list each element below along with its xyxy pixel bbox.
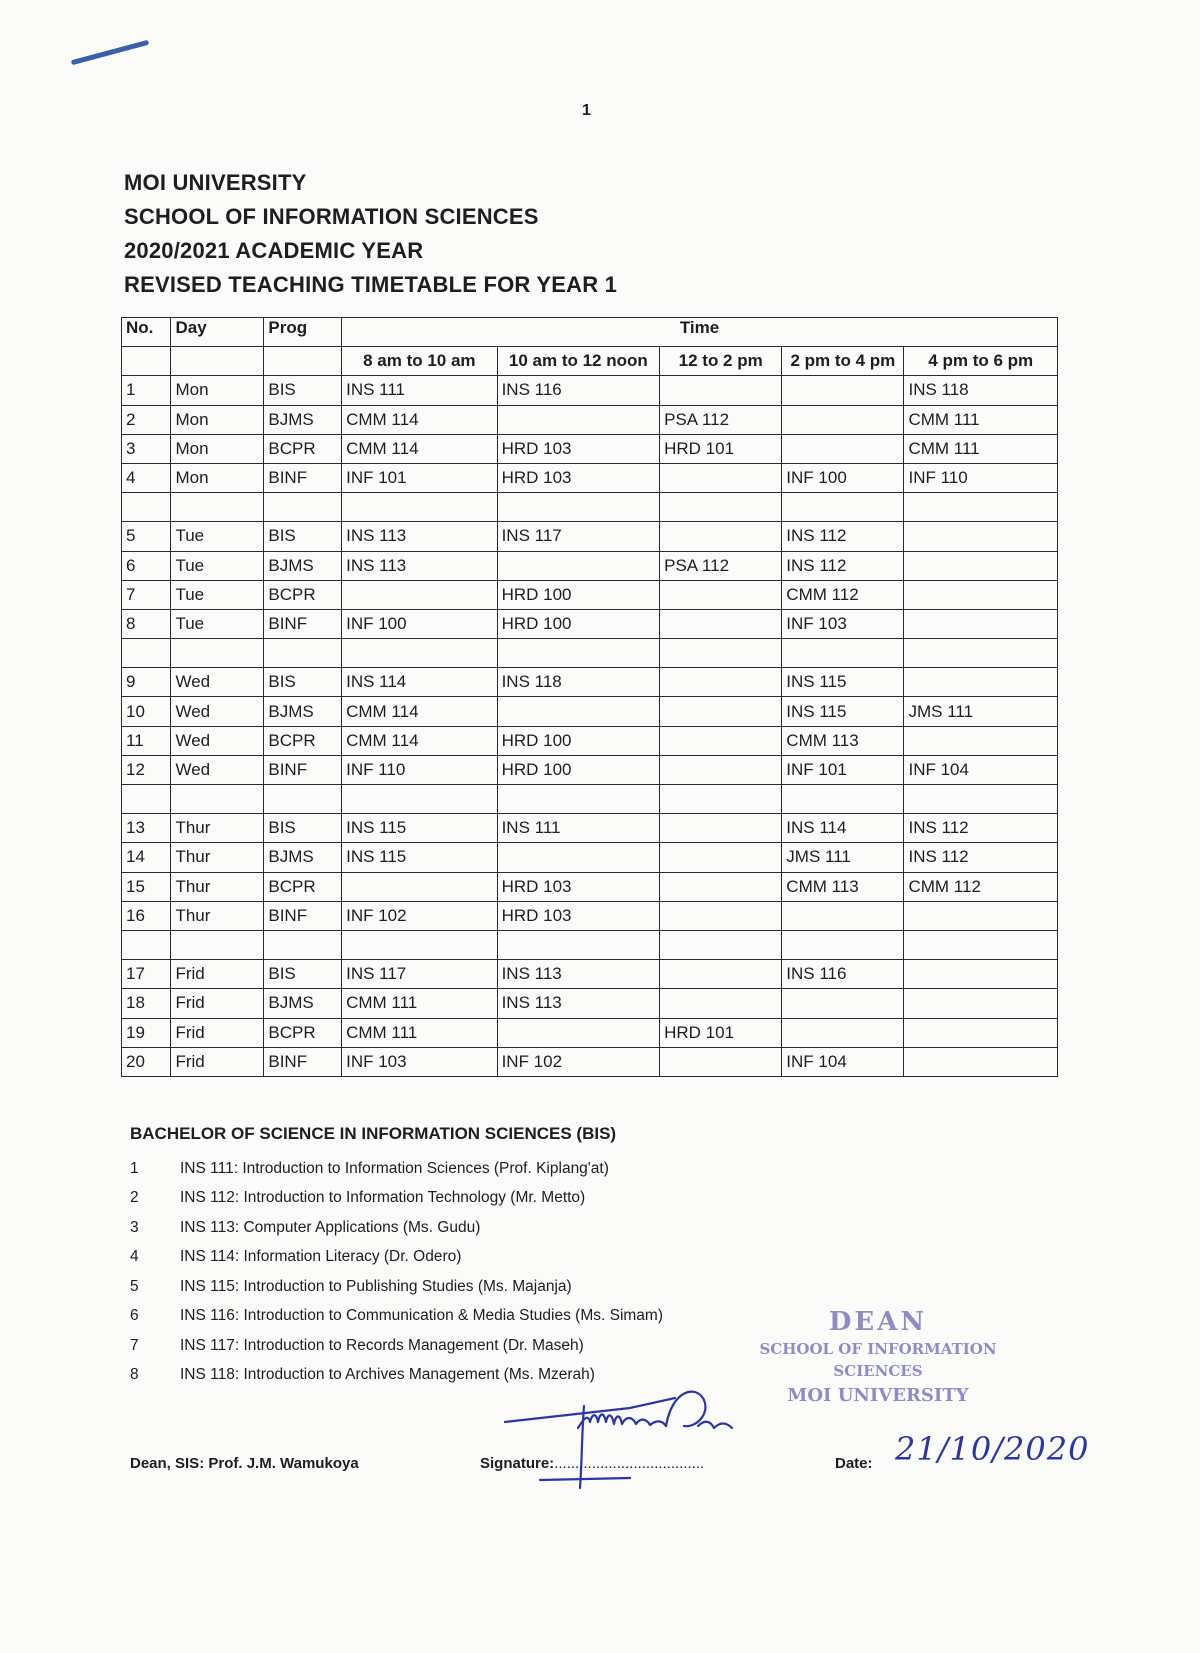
- cell-slot: [660, 376, 782, 405]
- timetable: [121, 317, 1058, 1077]
- cell-slot: [660, 668, 782, 697]
- cell-slot: [497, 405, 660, 434]
- course-text: INS 111: Introduction to Information Sciences (Prof. Kiplang'at): [180, 1159, 609, 1177]
- cell-slot: CMM 114: [342, 726, 497, 755]
- signature-label: Signature:: [480, 1455, 555, 1472]
- signature-dots: ....................................: [554, 1455, 705, 1472]
- spacer-row: [122, 785, 1058, 814]
- cell-slot: CMM 114: [342, 697, 497, 726]
- table-row: [122, 989, 1058, 1018]
- programme-heading: BACHELOR OF SCIENCE IN INFORMATION SCIENCES (BIS): [130, 1124, 617, 1143]
- cell-prog: BIS: [264, 668, 342, 697]
- document-header: [124, 166, 617, 302]
- cell-slot: INF 100: [342, 609, 497, 638]
- header-blank: [171, 347, 264, 376]
- cell-slot: [904, 1018, 1058, 1047]
- cell-prog: BCPR: [264, 726, 342, 755]
- cell-no: 16: [122, 901, 171, 930]
- university-name: MOI UNIVERSITY: [124, 170, 307, 195]
- table-row: [122, 463, 1058, 492]
- table-row: [122, 872, 1058, 901]
- cell-slot: [660, 755, 782, 784]
- date-value: 21/10/2020: [895, 1430, 1090, 1468]
- table-row: [122, 755, 1058, 784]
- cell-prog: [264, 639, 342, 668]
- cell-day: [171, 785, 264, 814]
- cell-day: [171, 930, 264, 959]
- cell-day: Wed: [171, 726, 264, 755]
- cell-slot: CMM 111: [904, 405, 1058, 434]
- cell-day: Mon: [171, 376, 264, 405]
- cell-no: 2: [122, 405, 171, 434]
- cell-slot: INS 115: [342, 843, 497, 872]
- pen-mark: [71, 40, 150, 66]
- cell-slot: [497, 493, 660, 522]
- list-item: [130, 1302, 663, 1332]
- cell-slot: INS 112: [904, 843, 1058, 872]
- cell-day: Mon: [171, 463, 264, 492]
- cell-slot: JMS 111: [904, 697, 1058, 726]
- cell-slot: [904, 1047, 1058, 1076]
- cell-slot: INF 101: [782, 755, 904, 784]
- cell-prog: [264, 493, 342, 522]
- cell-day: Mon: [171, 434, 264, 463]
- cell-prog: BJMS: [264, 843, 342, 872]
- cell-day: [171, 639, 264, 668]
- cell-slot: INF 101: [342, 463, 497, 492]
- cell-slot: INS 111: [342, 376, 497, 405]
- cell-day: Tue: [171, 551, 264, 580]
- course-number: 3: [130, 1218, 139, 1236]
- cell-day: Tue: [171, 580, 264, 609]
- course-number: 4: [130, 1248, 139, 1266]
- table-row: [122, 960, 1058, 989]
- cell-slot: CMM 112: [904, 872, 1058, 901]
- date-label: Date:: [835, 1455, 873, 1472]
- table-row: [122, 1018, 1058, 1047]
- cell-slot: HRD 103: [497, 872, 660, 901]
- table-row: [122, 376, 1058, 405]
- cell-slot: [904, 493, 1058, 522]
- cell-slot: [660, 1047, 782, 1076]
- cell-slot: INS 112: [782, 551, 904, 580]
- cell-slot: INS 111: [497, 814, 660, 843]
- table-row: [122, 609, 1058, 638]
- cell-prog: BINF: [264, 901, 342, 930]
- cell-day: Tue: [171, 522, 264, 551]
- cell-slot: CMM 114: [342, 434, 497, 463]
- cell-slot: [904, 989, 1058, 1018]
- cell-no: 4: [122, 463, 171, 492]
- course-text: INS 112: Introduction to Information Technology (Mr. Metto): [180, 1189, 586, 1207]
- table-row: [122, 580, 1058, 609]
- cell-slot: HRD 103: [497, 901, 660, 930]
- cell-slot: CMM 111: [342, 1018, 497, 1047]
- cell-no: 20: [122, 1047, 171, 1076]
- cell-slot: HRD 100: [497, 755, 660, 784]
- cell-slot: HRD 103: [497, 463, 660, 492]
- cell-no: 14: [122, 843, 171, 872]
- cell-slot: CMM 113: [782, 872, 904, 901]
- cell-slot: [782, 989, 904, 1018]
- cell-no: 10: [122, 697, 171, 726]
- cell-slot: INS 116: [497, 376, 660, 405]
- cell-slot: HRD 101: [660, 434, 782, 463]
- cell-prog: [264, 785, 342, 814]
- cell-day: Frid: [171, 989, 264, 1018]
- cell-slot: INF 102: [497, 1047, 660, 1076]
- cell-slot: HRD 100: [497, 580, 660, 609]
- cell-prog: BCPR: [264, 872, 342, 901]
- cell-slot: [904, 580, 1058, 609]
- cell-slot: INF 104: [904, 755, 1058, 784]
- school-name: SCHOOL OF INFORMATION SCIENCES: [124, 204, 539, 229]
- list-item: [130, 1154, 663, 1184]
- cell-slot: [904, 551, 1058, 580]
- cell-slot: [342, 785, 497, 814]
- cell-slot: [660, 872, 782, 901]
- timetable-body: [122, 376, 1058, 1077]
- table-row: [122, 1047, 1058, 1076]
- cell-slot: INS 115: [342, 814, 497, 843]
- cell-no: 1: [122, 376, 171, 405]
- cell-day: Wed: [171, 755, 264, 784]
- course-list: [130, 1154, 663, 1390]
- cell-slot: INF 104: [782, 1047, 904, 1076]
- cell-slot: [904, 960, 1058, 989]
- dean-name: Dean, SIS: Prof. J.M. Wamukoya: [130, 1455, 359, 1472]
- cell-slot: [342, 639, 497, 668]
- spacer-row: [122, 930, 1058, 959]
- cell-slot: INS 114: [342, 668, 497, 697]
- header-time: Time: [342, 318, 1058, 347]
- cell-slot: [660, 901, 782, 930]
- cell-prog: BIS: [264, 814, 342, 843]
- cell-no: 11: [122, 726, 171, 755]
- cell-slot: INS 112: [904, 814, 1058, 843]
- dean-stamp: [748, 1306, 1008, 1410]
- cell-day: Wed: [171, 668, 264, 697]
- cell-day: Thur: [171, 872, 264, 901]
- cell-slot: [782, 901, 904, 930]
- cell-prog: BJMS: [264, 405, 342, 434]
- cell-slot: [342, 493, 497, 522]
- cell-slot: CMM 114: [342, 405, 497, 434]
- cell-no: 12: [122, 755, 171, 784]
- cell-slot: [904, 639, 1058, 668]
- document-title: REVISED TEACHING TIMETABLE FOR YEAR 1: [124, 272, 618, 297]
- cell-no: [122, 930, 171, 959]
- course-number: 8: [130, 1366, 139, 1384]
- table-row: [122, 551, 1058, 580]
- table-row: [122, 726, 1058, 755]
- cell-slot: INS 113: [342, 551, 497, 580]
- cell-slot: [660, 609, 782, 638]
- cell-no: 15: [122, 872, 171, 901]
- cell-prog: BIS: [264, 960, 342, 989]
- cell-slot: CMM 111: [904, 434, 1058, 463]
- cell-slot: [497, 551, 660, 580]
- list-item: [130, 1213, 663, 1243]
- cell-no: 9: [122, 668, 171, 697]
- cell-slot: [904, 930, 1058, 959]
- header-prog: Prog: [264, 318, 342, 347]
- cell-slot: [497, 930, 660, 959]
- cell-no: 6: [122, 551, 171, 580]
- course-number: 2: [130, 1189, 139, 1207]
- cell-slot: [782, 434, 904, 463]
- cell-no: 13: [122, 814, 171, 843]
- cell-day: Tue: [171, 609, 264, 638]
- table-row: [122, 697, 1058, 726]
- cell-prog: BJMS: [264, 989, 342, 1018]
- cell-slot: [782, 639, 904, 668]
- course-number: 6: [130, 1307, 139, 1325]
- cell-slot: [782, 785, 904, 814]
- cell-slot: INS 116: [782, 960, 904, 989]
- course-text: INS 113: Computer Applications (Ms. Gudu): [180, 1218, 481, 1236]
- cell-day: Wed: [171, 697, 264, 726]
- cell-slot: [660, 785, 782, 814]
- cell-no: 7: [122, 580, 171, 609]
- header-blank: [264, 347, 342, 376]
- cell-prog: BINF: [264, 463, 342, 492]
- course-number: 7: [130, 1336, 139, 1354]
- cell-no: [122, 493, 171, 522]
- cell-prog: BIS: [264, 522, 342, 551]
- cell-slot: INS 113: [497, 989, 660, 1018]
- cell-slot: [904, 668, 1058, 697]
- cell-day: Thur: [171, 814, 264, 843]
- cell-day: Mon: [171, 405, 264, 434]
- cell-day: [171, 493, 264, 522]
- cell-slot: [660, 930, 782, 959]
- cell-slot: JMS 111: [782, 843, 904, 872]
- cell-slot: INS 117: [342, 960, 497, 989]
- cell-prog: BCPR: [264, 580, 342, 609]
- course-number: 5: [130, 1277, 139, 1295]
- cell-no: 19: [122, 1018, 171, 1047]
- cell-slot: INF 103: [342, 1047, 497, 1076]
- cell-slot: INS 115: [782, 697, 904, 726]
- cell-slot: [660, 814, 782, 843]
- cell-slot: [342, 580, 497, 609]
- cell-slot: INS 114: [782, 814, 904, 843]
- cell-slot: [660, 493, 782, 522]
- cell-slot: [660, 843, 782, 872]
- page-number: 1: [582, 102, 591, 119]
- cell-slot: [660, 989, 782, 1018]
- cell-slot: PSA 112: [660, 405, 782, 434]
- cell-slot: [342, 872, 497, 901]
- cell-no: 18: [122, 989, 171, 1018]
- cell-prog: BINF: [264, 1047, 342, 1076]
- spacer-row: [122, 639, 1058, 668]
- stamp-line: DEAN: [828, 1307, 928, 1337]
- course-number: 1: [130, 1159, 139, 1177]
- cell-slot: INS 112: [782, 522, 904, 551]
- table-row: [122, 405, 1058, 434]
- cell-prog: BIS: [264, 376, 342, 405]
- cell-prog: [264, 930, 342, 959]
- course-text: INS 114: Information Literacy (Dr. Odero): [180, 1248, 462, 1266]
- cell-no: 3: [122, 434, 171, 463]
- cell-slot: [660, 726, 782, 755]
- cell-slot: [497, 785, 660, 814]
- cell-slot: INF 100: [782, 463, 904, 492]
- spacer-row: [122, 493, 1058, 522]
- handwritten-signature: [500, 1370, 760, 1490]
- cell-slot: HRD 103: [497, 434, 660, 463]
- cell-prog: BJMS: [264, 551, 342, 580]
- cell-slot: HRD 100: [497, 609, 660, 638]
- cell-prog: BINF: [264, 755, 342, 784]
- cell-slot: INF 110: [904, 463, 1058, 492]
- course-text: INS 115: Introduction to Publishing Studies (Ms. Majanja): [180, 1277, 572, 1295]
- cell-slot: [497, 843, 660, 872]
- cell-slot: [660, 960, 782, 989]
- header-day: Day: [171, 318, 264, 347]
- table-row: [122, 522, 1058, 551]
- cell-slot: [904, 522, 1058, 551]
- table-row: [122, 668, 1058, 697]
- stamp-line: MOI UNIVERSITY: [787, 1385, 969, 1406]
- cell-slot: [782, 405, 904, 434]
- cell-slot: CMM 111: [342, 989, 497, 1018]
- cell-day: Thur: [171, 843, 264, 872]
- cell-slot: [660, 639, 782, 668]
- cell-slot: INS 115: [782, 668, 904, 697]
- cell-prog: BCPR: [264, 434, 342, 463]
- cell-slot: HRD 100: [497, 726, 660, 755]
- table-row: [122, 901, 1058, 930]
- signature-line: [480, 1455, 704, 1472]
- list-item: [130, 1331, 663, 1361]
- table-row: [122, 814, 1058, 843]
- cell-slot: [497, 1018, 660, 1047]
- academic-year: 2020/2021 ACADEMIC YEAR: [124, 238, 424, 263]
- cell-slot: [904, 901, 1058, 930]
- cell-prog: BINF: [264, 609, 342, 638]
- cell-slot: [782, 376, 904, 405]
- table-row: [122, 434, 1058, 463]
- cell-day: Frid: [171, 1047, 264, 1076]
- stamp-line: SCHOOL OF INFORMATION: [759, 1340, 997, 1358]
- cell-slot: [782, 493, 904, 522]
- cell-slot: [497, 639, 660, 668]
- cell-slot: INF 103: [782, 609, 904, 638]
- cell-slot: [904, 785, 1058, 814]
- course-text: INS 118: Introduction to Archives Management (Ms. Mzerah): [180, 1366, 595, 1384]
- header-no: No.: [122, 318, 171, 347]
- cell-no: [122, 639, 171, 668]
- cell-slot: [904, 609, 1058, 638]
- list-item: [130, 1272, 663, 1302]
- cell-slot: HRD 101: [660, 1018, 782, 1047]
- cell-slot: [660, 697, 782, 726]
- slot-header: 12 to 2 pm: [660, 347, 782, 376]
- course-text: INS 116: Introduction to Communication & Media Studies (Ms. Simam): [180, 1307, 663, 1325]
- cell-slot: INF 102: [342, 901, 497, 930]
- slot-header: 4 pm to 6 pm: [904, 347, 1058, 376]
- cell-slot: CMM 113: [782, 726, 904, 755]
- cell-no: 5: [122, 522, 171, 551]
- slot-header: 2 pm to 4 pm: [782, 347, 904, 376]
- cell-slot: [782, 1018, 904, 1047]
- cell-no: [122, 785, 171, 814]
- cell-slot: INS 118: [904, 376, 1058, 405]
- cell-slot: INS 117: [497, 522, 660, 551]
- slot-header: 8 am to 10 am: [342, 347, 497, 376]
- cell-no: 17: [122, 960, 171, 989]
- cell-slot: [660, 580, 782, 609]
- cell-slot: [660, 522, 782, 551]
- cell-slot: CMM 112: [782, 580, 904, 609]
- cell-day: Frid: [171, 1018, 264, 1047]
- cell-slot: [782, 930, 904, 959]
- cell-slot: INS 118: [497, 668, 660, 697]
- cell-slot: INS 113: [342, 522, 497, 551]
- cell-slot: INS 113: [497, 960, 660, 989]
- cell-day: Frid: [171, 960, 264, 989]
- slot-header: 10 am to 12 noon: [497, 347, 660, 376]
- cell-slot: [904, 726, 1058, 755]
- list-item: [130, 1243, 663, 1273]
- cell-day: Thur: [171, 901, 264, 930]
- list-item: [130, 1184, 663, 1214]
- table-row: [122, 843, 1058, 872]
- cell-no: 8: [122, 609, 171, 638]
- cell-prog: BCPR: [264, 1018, 342, 1047]
- cell-slot: PSA 112: [660, 551, 782, 580]
- cell-slot: INF 110: [342, 755, 497, 784]
- course-text: INS 117: Introduction to Records Management (Dr. Maseh): [180, 1336, 584, 1354]
- cell-prog: BJMS: [264, 697, 342, 726]
- stamp-line: SCIENCES: [833, 1362, 923, 1380]
- cell-slot: [497, 697, 660, 726]
- cell-slot: [342, 930, 497, 959]
- header-blank: [122, 347, 171, 376]
- cell-slot: [660, 463, 782, 492]
